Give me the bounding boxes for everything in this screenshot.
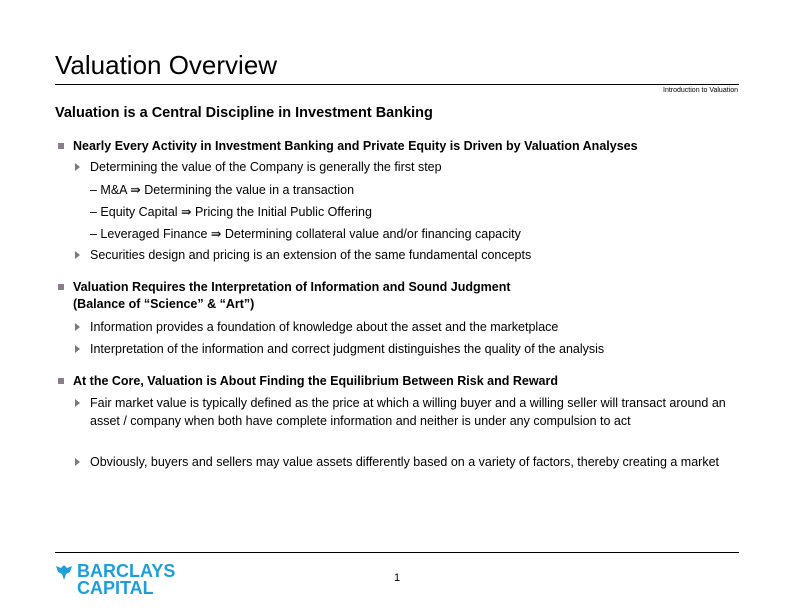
sub-bullet: Obviously, buyers and sellers may value assets differently based on a variety of factors, thereby creating a market	[90, 455, 720, 469]
sub-bullet: Information provides a foundation of knowledge about the asset and the marketplace	[90, 320, 559, 334]
sub-bullet: Interpretation of the information and correct judgment distinguishes the quality of the analysis	[90, 342, 605, 356]
bullet-2-line2: (Balance of “Science” & “Art”)	[73, 297, 255, 311]
triangle-bullet-icon	[75, 458, 80, 466]
bullet-3: At the Core, Valuation is About Finding the Equilibrium Between Risk and Reward	[73, 374, 558, 388]
page-number: 1	[394, 572, 401, 584]
bullet-1: Nearly Every Activity in Investment Banking and Private Equity is Driven by Valuation Analyses	[73, 139, 638, 153]
bullet-2: Valuation Requires the Interpretation of Information and Sound Judgment	[73, 280, 511, 294]
dash-bullet: – Leveraged Finance ⇛ Determining collateral value and/or financing capacity	[90, 227, 521, 241]
triangle-bullet-icon	[75, 345, 80, 353]
triangle-bullet-icon	[75, 399, 80, 407]
footer-rule	[55, 552, 739, 553]
triangle-bullet-icon	[75, 323, 80, 331]
sub-bullet: Determining the value of the Company is generally the first step	[90, 160, 442, 174]
section-label: Introduction to Valuation	[663, 87, 738, 94]
triangle-bullet-icon	[75, 251, 80, 259]
logo-line2: CAPITAL	[77, 578, 154, 598]
sub-bullet: Securities design and pricing is an extension of the same fundamental concepts	[90, 248, 532, 262]
square-bullet-icon	[58, 284, 64, 290]
square-bullet-icon	[58, 378, 64, 384]
sub-bullet: Fair market value is typically defined as the price at which a willing buyer and a willing seller will transact around an asset / company when both have complete information and neither is under any compulsion to act	[90, 396, 726, 428]
barclays-capital-logo	[55, 563, 175, 597]
slide-heading: Valuation is a Central Discipline in Investment Banking	[55, 105, 433, 121]
square-bullet-icon	[58, 143, 64, 149]
header-rule	[55, 84, 739, 85]
dash-bullet: – M&A ⇛ Determining the value in a transaction	[90, 183, 355, 197]
triangle-bullet-icon	[75, 163, 80, 171]
logo-line1: BARCLAYS	[77, 561, 176, 581]
dash-bullet: – Equity Capital ⇛ Pricing the Initial Public Offering	[90, 205, 372, 219]
eagle-icon	[55, 563, 73, 581]
slide-title: Valuation Overview	[55, 50, 278, 80]
